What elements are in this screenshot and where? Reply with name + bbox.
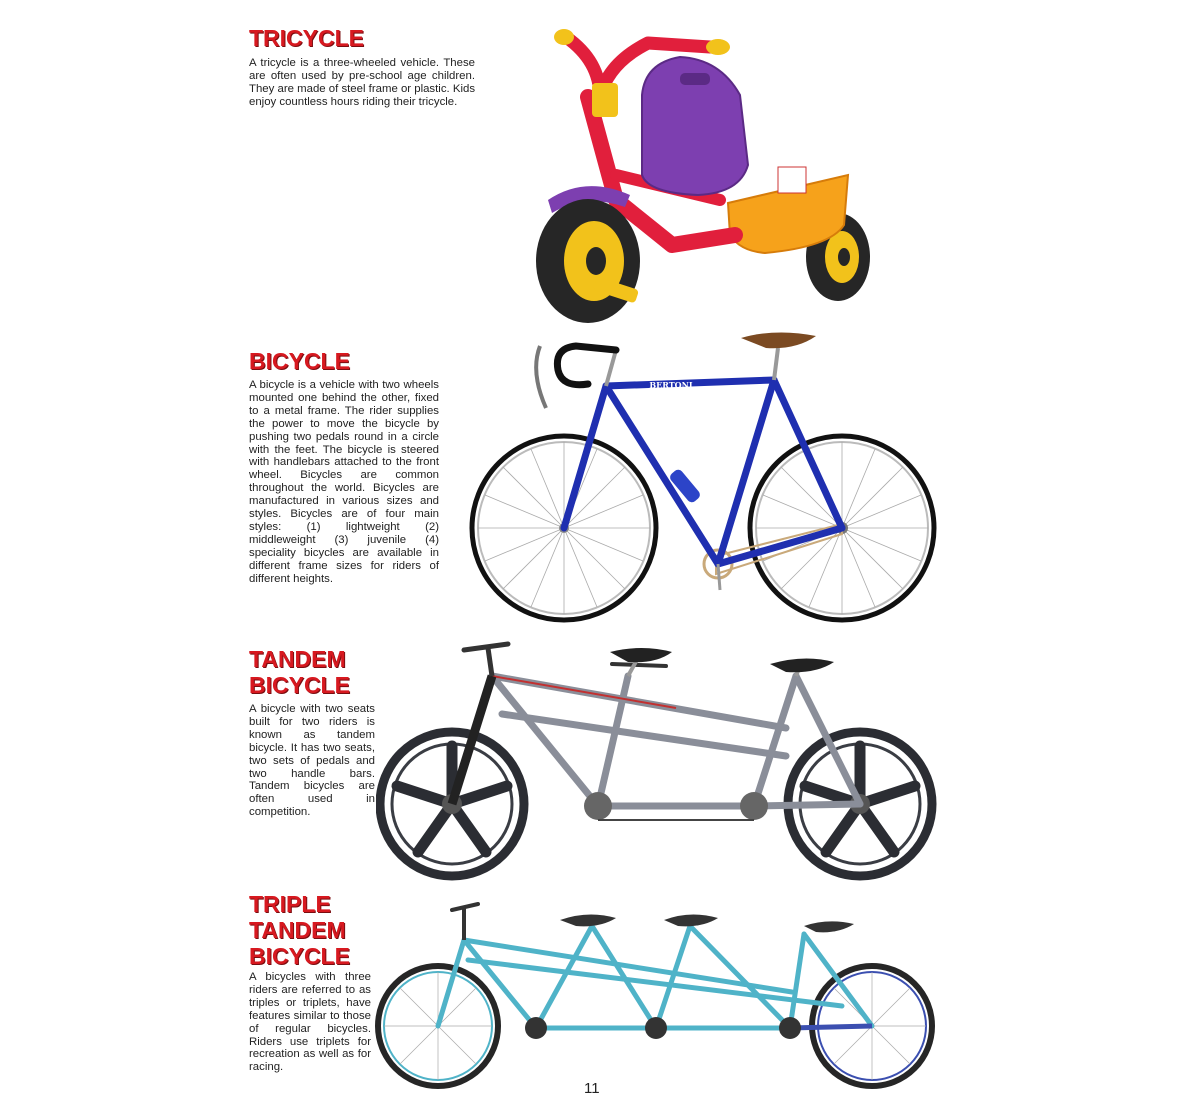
- tandem-heading: TANDEM BICYCLE: [249, 646, 350, 698]
- bicycle-brand-label: BERTONI: [649, 380, 693, 390]
- triple-tandem-description: A bicycles with three riders are referred to as triples or triplets, have features similar to those of regular bicycles. Riders use triplets for recreation as well as for racing.: [249, 971, 371, 1074]
- bicycle-description: A bicycle is a vehicle with two wheels mounted one behind the other, fixed to a metal frame. The rider supplies the power to move the bicycle by pushing two pedals round in a circle with the feet. The bicycle is steered with handlebars attached to the front wheel. Bicycles are common throughout the world. Bicycles are manufactured in various sizes and styles. Bicycles are of four main styles: (1) lightweight (2) middleweight (3) juvenile (4) speciality bicycles are available in different frame sizes for riders of different heights.: [249, 379, 439, 585]
- bicycle-frame: [564, 380, 842, 564]
- tricycle-description: A tricycle is a three-wheeled vehicle. These are often used by pre-school age children. They are made of steel frame or plastic. Kids enjoy countless hours riding their tricycle.: [249, 57, 476, 108]
- tandem-rear-chainring: [740, 792, 768, 820]
- triple-chainring-3: [779, 1017, 801, 1039]
- triple-rear-chainstay: [790, 1026, 872, 1028]
- triple-chainring-2: [645, 1017, 667, 1039]
- triple-tandem-bicycle-illustration: [372, 896, 940, 1092]
- tandem-description: A bicycle with two seats built for two riders is known as tandem bicycle. It has two seats, two sets of pedals and two handle bars. Tandem bicycles are often used in competition.: [249, 703, 375, 819]
- bicycle-illustration: [466, 328, 942, 628]
- bicycle-heading: BICYCLE: [249, 348, 350, 374]
- triple-saddle-3: [804, 921, 854, 932]
- tricycle-right-grip: [706, 39, 730, 55]
- triple-frame: [438, 926, 872, 1028]
- tandem-bicycle-illustration: [376, 636, 938, 884]
- tandem-front-saddle: [610, 648, 672, 662]
- triple-saddle-2: [664, 914, 718, 926]
- tandem-rear-saddle: [770, 658, 834, 672]
- tricycle-illustration: [530, 25, 880, 325]
- bicycle-pedal-crank: [718, 564, 720, 590]
- tricycle-basket-sticker: [778, 167, 806, 193]
- tandem-rear-handlebar: [612, 664, 666, 666]
- tricycle-front-wheel: [536, 199, 640, 323]
- bicycle-brake-lever: [536, 346, 546, 408]
- page-number: 11: [584, 1080, 600, 1097]
- triple-chainring-1: [525, 1017, 547, 1039]
- tricycle-heading: TRICYCLE: [249, 25, 364, 51]
- triple-tandem-heading: TRIPLE TANDEM BICYCLE: [249, 891, 350, 969]
- bicycle-saddle: [741, 332, 816, 348]
- tricycle-stem: [592, 83, 618, 117]
- tandem-front-chainring: [584, 792, 612, 820]
- tandem-frame-stripe: [492, 676, 676, 708]
- tricycle-left-grip: [554, 29, 574, 45]
- triple-saddle-1: [560, 914, 616, 926]
